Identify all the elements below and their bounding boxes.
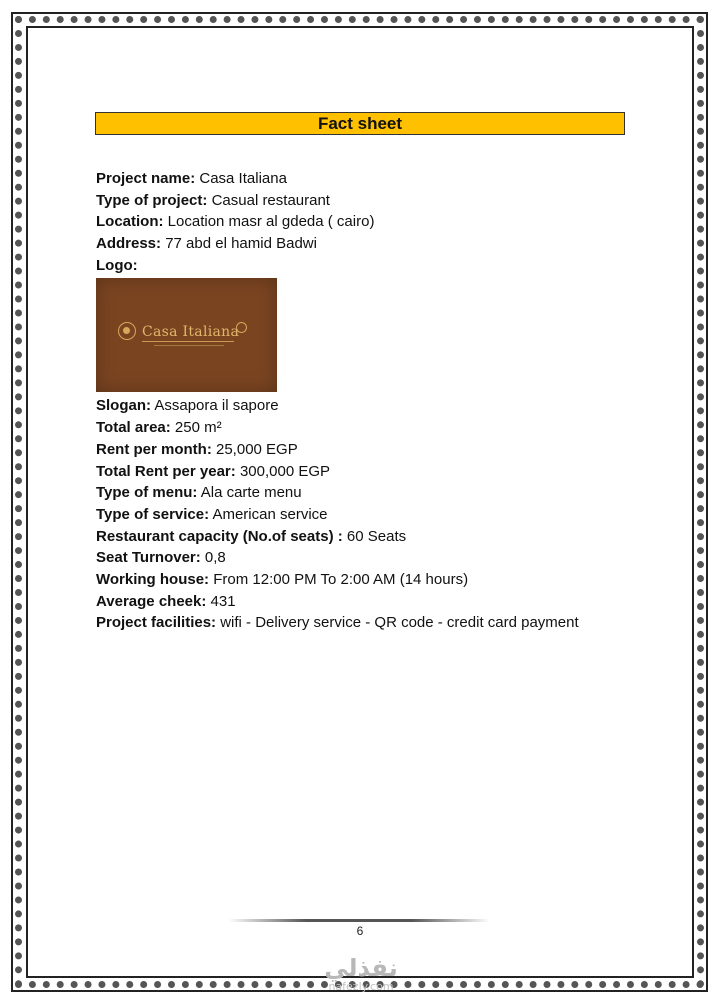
fact-value: From 12:00 PM To 2:00 AM (14 hours) — [213, 570, 469, 588]
fact-slogan — [96, 395, 579, 417]
fact-rent-year — [96, 461, 579, 483]
restaurant-logo-image — [96, 278, 277, 392]
fact-value: 0,8 — [204, 549, 226, 567]
fact-value: American service — [212, 505, 328, 523]
fact-project-type — [96, 190, 579, 212]
fact-label: Project facilities: — [96, 614, 217, 632]
fact-value: wifi - Delivery service - QR code - credit card payment — [220, 614, 579, 632]
fact-value: 77 abd el hamid Badwi — [165, 235, 317, 253]
fact-sheet-title: Fact sheet — [95, 112, 625, 135]
fact-service-type — [96, 504, 579, 526]
fact-label: Type of service: — [96, 505, 210, 523]
page-number: 6 — [356, 924, 364, 938]
fact-label: Total Rent per year: — [96, 462, 236, 480]
logo-emblem-icon — [118, 322, 136, 340]
fact-address — [96, 233, 579, 255]
fact-value: 300,000 EGP — [239, 462, 331, 480]
fact-value: 25,000 EGP — [216, 440, 298, 458]
fact-value: Casual restaurant — [211, 191, 330, 209]
fact-label: Working house: — [96, 570, 210, 588]
fact-label: Total area: — [96, 419, 171, 437]
logo-divider — [142, 341, 234, 342]
watermark-url: nafezly.com — [328, 980, 394, 993]
watermark-logo-text: نفذلي — [324, 954, 398, 982]
fact-label: Address: — [96, 235, 162, 253]
fact-average-check — [96, 591, 579, 613]
fact-facilities — [96, 612, 579, 634]
fact-label: Seat Turnover: — [96, 549, 201, 567]
fact-label: Slogan: — [96, 397, 151, 415]
fact-label: Type of menu: — [96, 484, 198, 502]
fact-label: Location: — [96, 213, 164, 231]
fact-value: 60 Seats — [346, 527, 407, 545]
fact-label: Rent per month: — [96, 440, 212, 458]
logo-seal-icon — [236, 322, 247, 333]
fact-label: Logo: — [96, 256, 138, 274]
fact-value: Casa Italiana — [199, 170, 287, 187]
fact-capacity — [96, 526, 579, 548]
logo-divider — [154, 345, 224, 346]
fact-value: Assapora il sapore — [154, 397, 279, 415]
fact-project-name — [96, 168, 579, 190]
footer-divider — [228, 919, 490, 922]
fact-label: Project name: — [96, 170, 196, 187]
fact-label: Type of project: — [96, 191, 208, 209]
fact-logo — [96, 255, 579, 393]
watermark — [312, 955, 410, 993]
fact-value: Location masr al gdeda ( cairo) — [167, 213, 375, 231]
fact-total-area — [96, 417, 579, 439]
fact-list — [96, 168, 579, 634]
fact-location — [96, 211, 579, 233]
fact-working-hours — [96, 569, 579, 591]
fact-label: Restaurant capacity (No.of seats) : — [96, 527, 343, 545]
fact-value: 431 — [210, 592, 236, 610]
logo-wordmark: Casa Italiana — [142, 324, 240, 341]
fact-seat-turnover — [96, 547, 579, 569]
fact-rent-month — [96, 439, 579, 461]
fact-value: Ala carte menu — [200, 484, 302, 502]
fact-menu-type — [96, 482, 579, 504]
fact-label: Average cheek: — [96, 592, 207, 610]
fact-value: 250 m² — [174, 419, 222, 437]
